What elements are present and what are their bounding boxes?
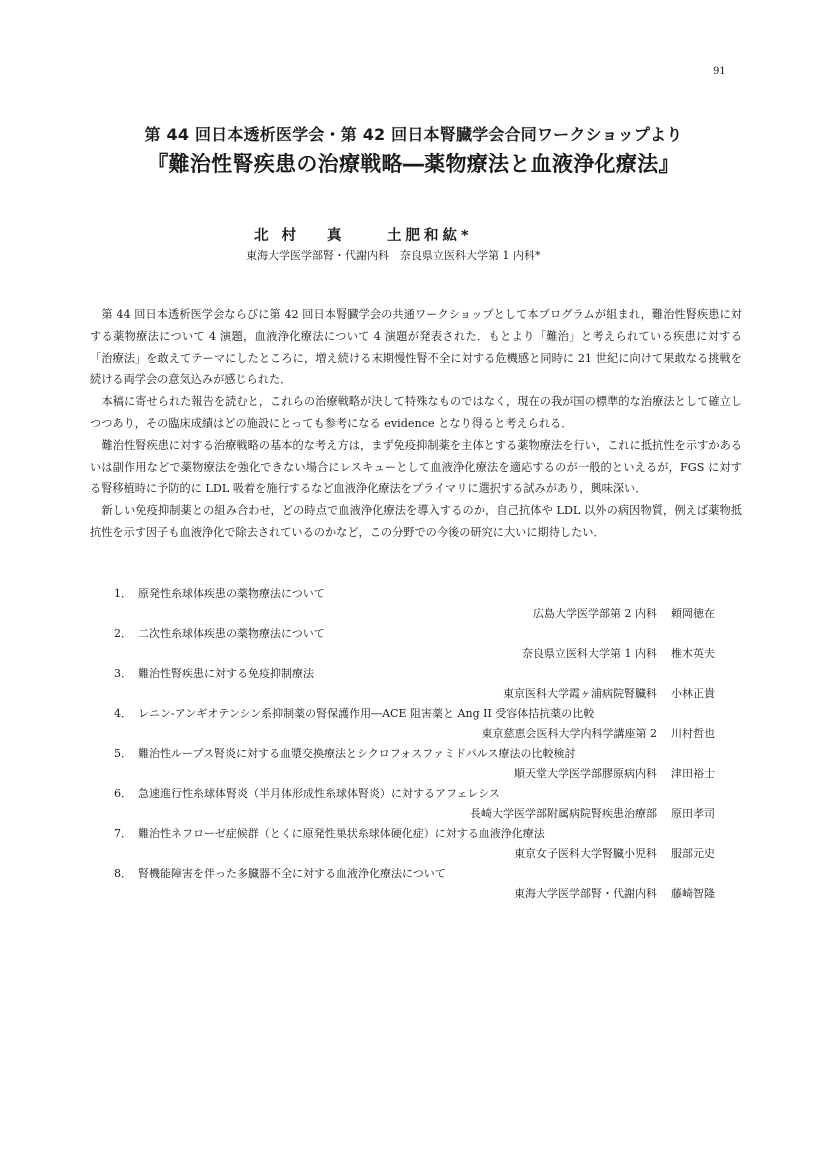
program-title: レニン-アンギオテンシン系抑制薬の腎保護作用―ACE 阻害薬と Ang II 受容体拮抗薬の比較 <box>138 707 595 720</box>
program-number: 2． <box>114 627 132 640</box>
program-institution: 東京医科大学霞ヶ浦病院腎臓科 <box>503 687 657 700</box>
program-presenter: 小林正貴 <box>671 687 715 700</box>
program-presenter: 藤崎智隆 <box>671 887 715 900</box>
program-title: 難治性ループス腎炎に対する血漿交換療法とシクロフォスファミドパルス療法の比較検討 <box>138 747 576 760</box>
program-item <box>114 704 715 744</box>
affiliation: 東海大学医学部腎・代謝内科 奈良県立医科大学第 1 内科* <box>246 249 541 262</box>
program-institution: 東京女子医科大学腎臓小児科 <box>514 847 657 860</box>
abstract-paragraph-3: 難治性腎疾患に対する治療戦略の基本的な考え方は，まず免疫抑制薬を主体とする薬物療法を行い，これに抵抗性を示すかあるいは副作用などで薬物療法を強化できない場合にレスキューとして血液浄化療法を適応するのが一般的といえるが，FGS に対する腎移植時に予防的に LDL 吸着を施行するなど血液浄化療法をプライマリに選択する試みがあり，興味深い． <box>90 438 742 496</box>
abstract-paragraph-1: 第 44 回日本透析医学会ならびに第 42 回日本腎臓学会の共通ワークショップとして本プログラムが組まれ，難治性腎疾患に対する薬物療法について 4 演題，血液浄化療法について 4 演題が発表された．もとより「難治」と考えられている疾患に対する「治療法」を敢えてテーマにしたところに，増え続ける末期慢性腎不全に対する危機感と同時に 21 世紀に向けて果敢なる挑戦を続ける両学会の意気込みが感じられた． <box>90 308 742 387</box>
program-list <box>114 584 715 904</box>
program-institution: 広島大学医学部第 2 内科 <box>533 607 657 620</box>
program-presenter: 原田孝司 <box>671 807 715 820</box>
program-item <box>114 624 715 664</box>
program-number: 5． <box>114 747 132 760</box>
program-institution: 順天堂大学医学部膠原病内科 <box>514 767 657 780</box>
title-line-2: 『難治性腎疾患の治療戦略―薬物療法と血液浄化療法』 <box>147 152 680 176</box>
program-presenter: 服部元史 <box>671 847 715 860</box>
program-title: 難治性腎疾患に対する免疫抑制療法 <box>138 667 314 680</box>
program-number: 7． <box>114 827 132 840</box>
program-institution: 東京慈恵会医科大学内科学講座第 2 <box>481 727 657 740</box>
program-title: 腎機能障害を伴った多臓器不全に対する血液浄化療法について <box>138 867 446 880</box>
program-institution: 東海大学医学部腎・代謝内科 <box>514 887 657 900</box>
program-title: 難治性ネフローゼ症候群（とくに原発性巣状糸球体硬化症）に対する血液浄化療法 <box>138 827 545 840</box>
program-item <box>114 864 715 904</box>
author-1: 北村 真 <box>254 228 355 244</box>
page-number: 91 <box>713 66 726 77</box>
abstract-paragraph-4: 新しい免疫抑制薬との組み合わせ，どの時点で血液浄化療法を導入するのか，自己抗体や LDL 以外の病因物質，例えば薬物抵抗性を示す因子も血液浄化で除去されているのかなど，この分野での今後の研究に大いに期待したい． <box>90 504 742 539</box>
program-item <box>114 744 715 784</box>
program-institution: 奈良県立医科大学第 1 内科 <box>522 647 657 660</box>
program-institution: 長崎大学医学部附属病院腎疾患治療部 <box>470 807 657 820</box>
program-presenter: 椎木英夫 <box>671 647 715 660</box>
program-presenter: 頼岡徳在 <box>671 607 715 620</box>
program-number: 6． <box>114 787 132 800</box>
program-number: 8． <box>114 867 132 880</box>
program-item <box>114 584 715 624</box>
program-item <box>114 664 715 704</box>
program-title: 原発性糸球体疾患の薬物療法について <box>138 587 325 600</box>
program-presenter: 川村哲也 <box>671 727 715 740</box>
program-title: 急速進行性糸球体腎炎（半月体形成性糸球体腎炎）に対するアフェレシス <box>138 787 500 800</box>
program-presenter: 津田裕士 <box>671 767 715 780</box>
program-number: 3． <box>114 667 132 680</box>
program-item <box>114 784 715 824</box>
program-item <box>114 824 715 864</box>
program-number: 4． <box>114 707 132 720</box>
title-line-1: 第 44 回日本透析医学会・第 42 回日本腎臓学会合同ワークショップより <box>144 125 683 144</box>
author-2: 土肥和紘* <box>387 228 473 244</box>
program-title: 二次性糸球体疾患の薬物療法について <box>138 627 325 640</box>
abstract <box>90 304 742 544</box>
abstract-paragraph-2: 本稿に寄せられた報告を読むと，これらの治療戦略が決して特殊なものではなく，現在の我が国の標準的な治療法として確立しつつあり，その臨床成績はどの施設にとっても参考になる evidence となり得ると考えられる． <box>90 395 742 430</box>
program-number: 1． <box>114 587 132 600</box>
